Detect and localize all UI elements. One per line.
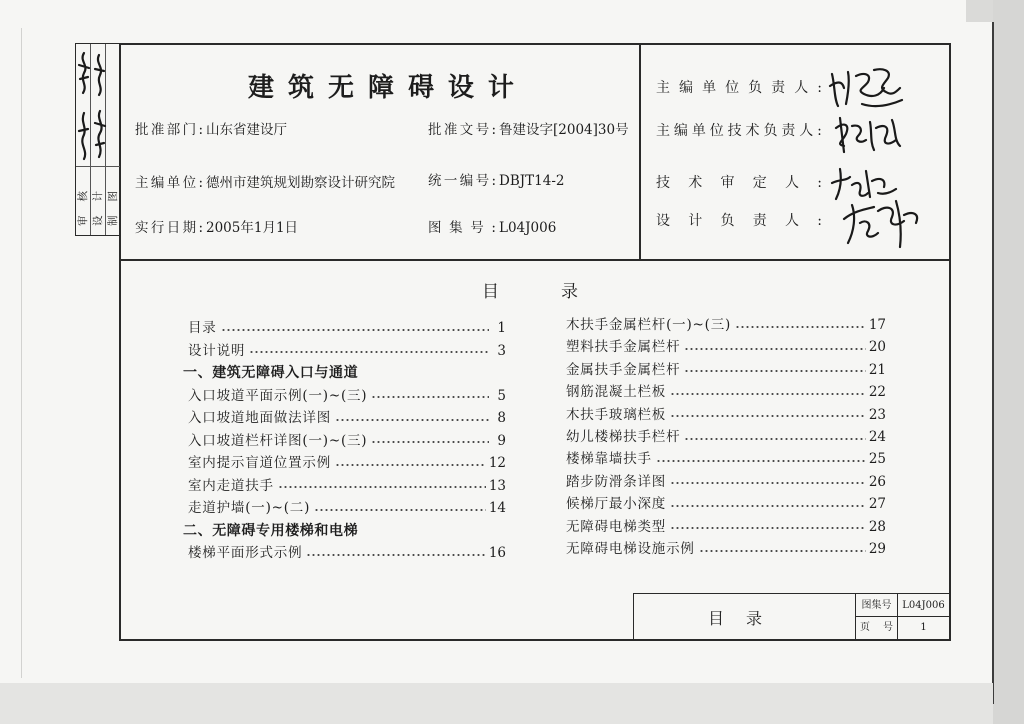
toc-right-column: [565, 314, 886, 560]
toc-entry: [565, 493, 886, 515]
toc-entry-title: 塑料扶手金属栏杆: [566, 339, 681, 356]
dot-leader: [278, 485, 486, 489]
toc-entry-page: 22: [868, 384, 886, 401]
toc-entry: [565, 471, 886, 493]
toc-entry-page: 1: [497, 320, 506, 336]
toc-entry-title: 室内走道扶手: [188, 477, 274, 494]
toc-section-title: 二、无障碍专用楼梯和电梯: [183, 522, 359, 539]
dot-leader: [684, 437, 865, 441]
effective-date-row: [135, 219, 298, 237]
toc-entry-title: 楼梯靠墙扶手: [566, 451, 652, 468]
toc-entry-page: 16: [488, 545, 506, 561]
atlas-number-label: 图集号: [861, 600, 892, 611]
toc-entry-title: 设计说明: [188, 342, 246, 359]
toc-entry: [183, 407, 506, 430]
scan-edge-shadow: [993, 0, 1024, 724]
strip-label-review: [76, 170, 91, 232]
approval-department-value: 山东省建设厅: [206, 122, 287, 138]
strip-row-divider: [76, 166, 120, 167]
strip-label-text: 审核: [77, 176, 90, 226]
toc-entry-page: 5: [497, 387, 506, 404]
dot-leader: [335, 463, 486, 467]
toc-entry: [183, 385, 506, 408]
header-divider: [120, 259, 950, 261]
toc-entry-title: 楼梯平面形式示例: [188, 545, 303, 561]
toc-entry-page: 20: [868, 339, 886, 356]
dot-leader: [670, 504, 866, 508]
toc-entry: [565, 336, 886, 358]
toc-left-column: [183, 317, 506, 565]
toc-entry-page: 9: [497, 432, 506, 449]
toc-entry-title: 踏步防滑条详图: [566, 473, 667, 490]
toc-entry-title: 候梯厅最小深度: [566, 496, 667, 513]
atlas-number-value: L04J006: [902, 600, 945, 611]
dot-leader: [314, 508, 486, 512]
atlas-number-value: L04J006: [499, 220, 557, 236]
strip-label-drafting: [106, 170, 121, 232]
toc-entry: [565, 359, 886, 381]
toc-entry-title: 入口坡道平面示例(一)~(三): [188, 387, 368, 404]
dot-leader: [735, 325, 866, 329]
strip-signatures: [76, 47, 120, 165]
toc-entry: [183, 430, 506, 453]
dot-leader: [371, 395, 489, 399]
chief-unit-technical-leader-label: 主 编 单 位 技 术 负 责 人 :: [656, 123, 822, 139]
toc-entry-title: 金属扶手金属栏杆: [566, 361, 681, 378]
toc-entry-title: 走道护墙(一)~(二): [188, 500, 311, 516]
dot-leader: [670, 481, 866, 485]
toc-entry-title: 钢筋混凝土栏板: [566, 384, 667, 401]
unified-number-value: DBJT14-2: [499, 173, 565, 189]
effective-date-label: 实 行 日 期 :: [135, 220, 203, 236]
toc-entry: [183, 497, 506, 520]
unified-number-label: 统 一 编 号 :: [428, 173, 496, 189]
toc-entry-title: 幼儿楼梯扶手栏杆: [566, 428, 681, 445]
toc-section-title: 一、建筑无障碍入口与通道: [183, 365, 359, 381]
dot-leader: [670, 414, 866, 418]
strip-label-text: 设计: [92, 176, 105, 226]
unified-number-row: [428, 172, 565, 190]
toc-entry: [183, 452, 506, 475]
toc-entry: [565, 448, 886, 470]
toc-entry-title: 室内提示盲道位置示例: [188, 455, 331, 471]
toc-entry-title: 无障碍电梯类型: [566, 518, 667, 535]
toc-entry-page: 8: [497, 410, 506, 426]
chief-unit-leader-label: 主 编 单 位 负 责 人 :: [656, 80, 822, 96]
scan-edge-line: [992, 22, 994, 704]
toc-entry-page: 25: [868, 451, 886, 468]
approval-document-label: 批 准 文 号 :: [428, 122, 496, 138]
chief-editor-unit-row: [135, 174, 395, 192]
signature: [826, 66, 906, 110]
title-block-divider: [855, 594, 856, 640]
toc-entry: [565, 404, 886, 426]
toc-entry-title: 无障碍电梯设施示例: [566, 540, 695, 557]
effective-date-value: 2005年1月1日: [206, 220, 299, 236]
strip-label-design: [91, 170, 106, 232]
toc-entry: [183, 542, 506, 565]
toc-entry: [183, 317, 506, 340]
approval-document-value: 鲁建设字[2004]30号: [499, 122, 629, 138]
toc-entry: [565, 516, 886, 538]
dot-leader: [221, 328, 489, 332]
toc-entry-title: 入口坡道栏杆详图(一)~(三): [188, 432, 368, 449]
dot-leader: [306, 553, 485, 557]
chief-editor-unit-value: 德州市建筑规划勘察设计研究院: [206, 175, 395, 191]
toc-entry-page: 29: [868, 540, 886, 557]
chief-editor-unit-label: 主 编 单 位 :: [135, 175, 203, 191]
dot-leader: [335, 418, 489, 422]
page-number-value: 1: [920, 622, 927, 633]
scan-edge-shadow: [966, 0, 993, 22]
toc-entry-title: 目录: [188, 320, 217, 336]
signature: [830, 114, 908, 154]
atlas-title: 建 筑 无 障 碍 设 计: [248, 73, 514, 103]
toc-entry: [565, 538, 886, 560]
toc-entry-page: 14: [488, 500, 506, 516]
dot-leader: [699, 549, 866, 553]
signature: [838, 197, 926, 251]
dot-leader: [249, 350, 489, 354]
toc-entry-page: 17: [868, 317, 886, 333]
dot-leader: [670, 526, 866, 530]
technical-approver-label: 技 术 审 定 人 :: [656, 175, 822, 191]
toc-entry-page: 21: [868, 361, 886, 378]
toc-entry-page: 28: [868, 518, 886, 535]
toc-entry: [565, 426, 886, 448]
toc-heading: 目 录: [482, 282, 578, 302]
toc-entry: [183, 475, 506, 498]
toc-entry: [183, 340, 506, 363]
dot-leader: [684, 347, 865, 351]
scan-edge-shadow: [0, 683, 993, 724]
toc-section-heading: [183, 362, 506, 385]
dot-leader: [371, 440, 489, 444]
toc-section-heading: [183, 520, 506, 543]
toc-entry: [565, 314, 886, 336]
approval-document-row: [428, 121, 629, 139]
toc-entry-page: 23: [868, 406, 886, 423]
toc-entry-page: 24: [868, 428, 886, 445]
dot-leader: [656, 459, 866, 463]
page-number-label: 页 号: [860, 622, 893, 633]
title-block-name: 目 录: [708, 609, 762, 628]
toc-entry-title: 木扶手玻璃栏板: [566, 406, 667, 423]
toc-entry-title: 入口坡道地面做法详图: [188, 410, 331, 426]
atlas-number-row: [428, 219, 556, 237]
header-divider: [639, 44, 641, 260]
approval-department-row: [135, 121, 287, 139]
dot-leader: [684, 369, 865, 373]
strip-label-text: 制图: [107, 176, 120, 226]
scan-edge-line: [21, 28, 22, 678]
atlas-number-label: 图 集 号 :: [428, 220, 496, 236]
toc-entry: [565, 381, 886, 403]
toc-entry-page: 26: [868, 473, 886, 490]
design-leader-label: 设 计 负 责 人 :: [656, 213, 822, 229]
toc-entry-page: 13: [488, 477, 506, 494]
toc-entry-title: 木扶手金属栏杆(一)~(三): [566, 317, 732, 333]
toc-entry-page: 12: [488, 455, 506, 471]
toc-entry-page: 27: [868, 496, 886, 513]
approval-department-label: 批 准 部 门 :: [135, 122, 203, 138]
dot-leader: [670, 392, 866, 396]
toc-entry-page: 3: [497, 342, 506, 359]
